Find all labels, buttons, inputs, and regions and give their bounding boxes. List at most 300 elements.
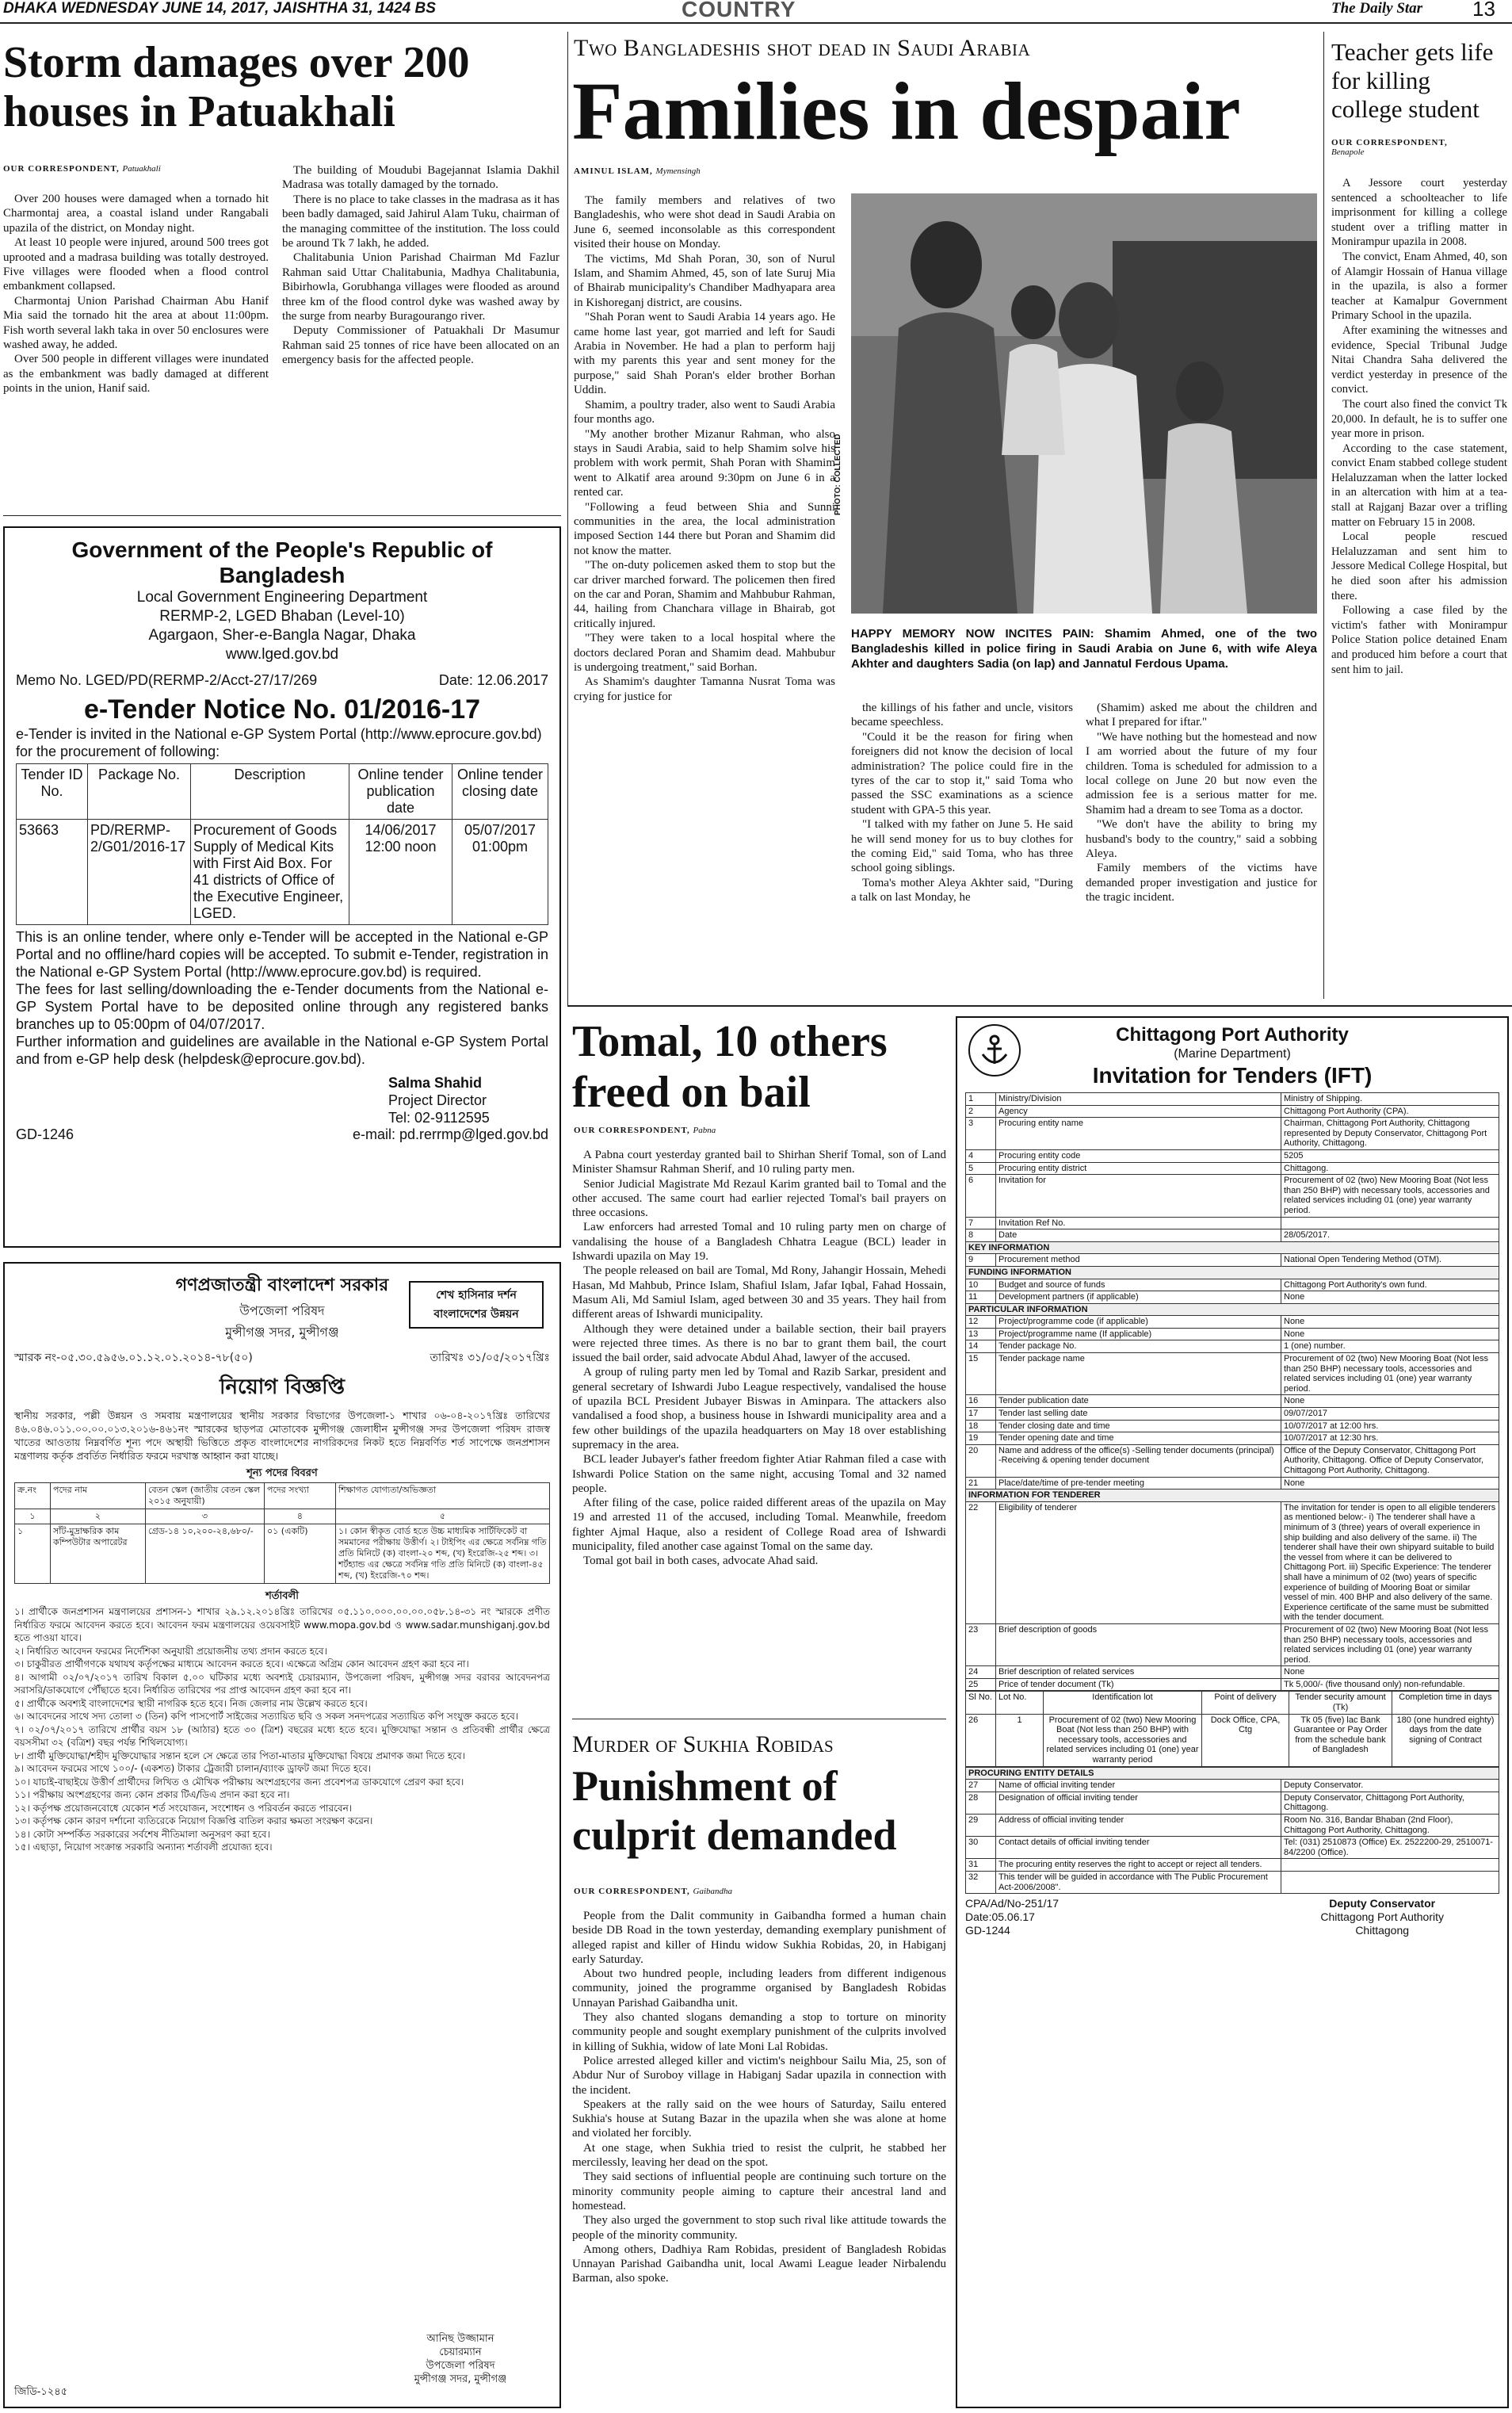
section-label: PARTICULAR INFORMATION [966, 1303, 1499, 1316]
table-cell: Tender opening date and time [996, 1432, 1281, 1445]
paragraph: As Shamim's daughter Tamanna Nusrat Toma was crying for justice for [574, 675, 835, 703]
table-cell: 22 [966, 1501, 996, 1623]
ift-table-details [965, 1767, 1499, 1895]
table-cell: Brief description of related services [996, 1666, 1281, 1679]
storm-col2 [282, 163, 559, 368]
table-header: Identification lot [1044, 1692, 1202, 1714]
condition-item: ৯। আবেদন ফরমের সাথে ১০০/- (একশত) টাকার ট্রেজারী চালান/ব্যাংক ড্রাফট জমা দিতে হবে। [14, 1763, 372, 1774]
paragraph: The convict, Enam Ahmed, 40, son of Alamgir Hossain of Hanua village in the upazila, is also a former teacher at Kamalpur Government Primary School in the upazila. [1331, 250, 1507, 323]
paragraph: Speakers at the rally said on the wee hours of Saturday, Sailu entered Sukhia's house at Sutang Bazar in the upazila when she was alone at home and violated her forcibly. [572, 2098, 946, 2140]
headline-tomal: Tomal, 10 others freed on bail [572, 1017, 888, 1117]
table-row [966, 1837, 1499, 1859]
table-header: Description [191, 764, 349, 820]
condition-item: ৬। আবেদনের সাথে সদ্য তোলা ৩ (তিন) কপি পাসপোর্ট সাইজের সত্যায়িত ছবি ও সকল সনদপত্রের সত্যায়িত কপি সংযুক্ত করতে হবে। [14, 1711, 519, 1722]
table-cell: Chairman, Chittagong Port Authority, Chittagong represented by Deputy Conservator, Chittagong Port Authority, Chittagong. [1281, 1118, 1499, 1150]
memo-number: স্মারক নং-০৫.৩০.৫৯৫৬.০১.১২.০১.২০১৪-৭৮(৫০) [14, 1352, 253, 1364]
table-cell: Tender closing date and time [996, 1420, 1281, 1432]
table-cell: 24 [966, 1666, 996, 1679]
condition-item: ৭। ০২/০৭/২০১৭ তারিখে প্রার্থীর বয়স ১৮ (আঠার) হতে ৩০ (ত্রিশ) বছরের মধ্যে হতে হবে। মুক্তিযোদ্ধা সন্তান ও প্রতিবন্ধী প্রার্থীর ক্ষেত্রে বয়সসীমা ৩২ (বত্রিশ) বছর পর্যন্ত শিথিলযোগ্য। [14, 1723, 550, 1748]
table-cell: Invitation Ref No. [996, 1217, 1281, 1229]
table-cell: ২ [51, 1509, 146, 1524]
headline-sukhia: Punishment of culprit demanded [572, 1762, 897, 1859]
table-row [15, 1509, 550, 1524]
table-cell [1281, 1217, 1499, 1229]
table-cell: Place/date/time of pre-tender meeting [996, 1477, 1281, 1489]
condition-item: ১৫। এছাড়া, নিয়োগ সংক্রান্ত সরকারি অন্যান্য শর্তাবলী প্রযোজ্য হবে। [14, 1841, 273, 1853]
paragraph: "Shah Poran went to Saudi Arabia 14 years ago. He came home last year, got married and left for Saudi Arabia in November. He had a plan to perform hajj with my parents this year and sent money for the purpose," said Shah Poran's elder brother Borhan Uddin. [574, 311, 835, 397]
slogan-line: বাংলাদেশের উন্নয়ন [433, 1308, 519, 1321]
table-cell: None [1281, 1316, 1499, 1329]
signer-name: Salma Shahid [388, 1075, 483, 1091]
table-cell: 29 [966, 1815, 996, 1837]
table-cell: 28 [966, 1792, 996, 1814]
paragraph: The victims, Md Shah Poran, 30, son of Nurul Islam, and Shamim Ahmed, 45, son of late Suruj Mia of Bhairab municipality's Chandiber Madhyapara area in Kishoreganj district, are cousins. [574, 252, 835, 309]
table-cell: 10/07/2017 at 12:30 hrs. [1281, 1432, 1499, 1445]
table-cell: ৫ [336, 1509, 550, 1524]
table-cell: Agency [996, 1105, 1281, 1118]
table-cell: 5 [966, 1162, 996, 1175]
table-row [966, 1444, 1499, 1477]
paragraph: "They were taken to a local hospital where the doctors declared Poran and Shamim dead. Mahbubur is undergoing treatment," said Borhan. [574, 632, 835, 674]
paragraph: Deputy Commissioner of Patuakhali Dr Masumur Rahman said 25 tonnes of rice have been allocated on an emergency basis for the affected people. [282, 324, 559, 367]
paragraph: A group of ruling party men led by Tomal and Razib Sarkar, president and general secretary of Ishwardi Jubo League respectively, vandalised the house of upazila BCL President Jubayer Biswas in Aminpara. The attackers also vandalised a food shop, a business house in Ishwardi municipality area and a few other buildings of the upazila headquarters on May 18 over establishing supremacy in the area. [572, 1366, 946, 1451]
paragraph: At one stage, when Sukhia tried to resist the culprit, he stabbed her mercilessly, leaving her dead on the spot. [572, 2141, 946, 2170]
ad-place: মুন্সীগঞ্জ সদর, মুন্সীগঞ্জ [225, 1325, 339, 1340]
table-cell: Deputy Conservator, Chittagong Port Authority, Chittagong. [1281, 1792, 1499, 1814]
table-cell: 20 [966, 1444, 996, 1477]
table-cell: Office of the Deputy Conservator, Chittagong Port Authority, Chittagong. Office of Deputy Conservator, Chittagong Port Authority, Chittagong. [1281, 1444, 1499, 1477]
table-header: Online tender closing date [452, 764, 548, 820]
table-row [966, 1229, 1499, 1242]
paragraph: Over 200 houses were damaged when a tornado hit Charmontaj area, a coastal island under Rangabali upazila of the district, on Monday night. [3, 193, 269, 235]
byline-teacher [1331, 138, 1506, 157]
signer-tel: Tel: 02-9112595 [388, 1110, 490, 1126]
condition-item: ৩। চাকুরীরত প্রার্থীগণকে যথাযথ কর্তৃপক্ষের মাধ্যমে আবেদন করতে হবে। এক্ষেত্রে অগ্রিম কোন আবেদন গ্রহণ করা হবে না। [14, 1658, 469, 1669]
memo-date: Date: 12.06.2017 [438, 672, 548, 688]
table-cell: The invitation for tender is open to all eligible tenderers as mentioned below:- i) The tenderer shall have a minimum of 3 (three) years of overall experience in ship building and also delivery of the same. ii) The tenderer shall have their own shipyard suitable to build the vessel from where it can be delivered to Chittagong Port. iii) Specific Experience: The tenderer shall have a minimum of 02 (two) years of specific experience of building of Mooring Boat or similar vessel of min. 400 BHP and also delivery of the same. Experience certificate of the same must be submitted with the tender document. [1281, 1501, 1499, 1623]
paragraph: "We don't have the ability to bring my husband's body to the country," said a sobbing Aleya. [1086, 818, 1317, 861]
table-cell: None [1281, 1328, 1499, 1340]
table-cell: 10 [966, 1279, 996, 1291]
table-row [966, 1291, 1499, 1304]
paragraph: Local people rescued Helaluzzaman and sent him to Jessore Medical College Hospital, but he died soon after his admission there. [1331, 530, 1507, 602]
table-cell: This tender will be guided in accordance with The Public Procurement Act-2006/2008". [996, 1871, 1281, 1893]
table-cell: Procuring entity district [996, 1162, 1281, 1175]
table-cell: 14 [966, 1340, 996, 1353]
table-cell: Price of tender document (Tk) [996, 1678, 1281, 1691]
paragraph: Charmontaj Union Parishad Chairman Abu Hanif Mia said the tornado hit the area at about 11:00pm. Fish worth several lakh taka in over 50 enclosures were washed away, he added. [3, 294, 269, 352]
table-header: ক্র.নং [15, 1483, 51, 1509]
table-row [966, 1093, 1499, 1106]
table-cell: ১ [15, 1524, 51, 1584]
table-cell: Procurement of 02 (two) New Mooring Boat (Not less than 250 BHP) with necessary tools, accessories and related services including 01 (one) year warranty period. [1281, 1175, 1499, 1217]
paragraph: Senior Judicial Magistrate Md Rezaul Karim granted bail to Tomal and the other accused. The same court had earlier rejected Tomal's bail prayers on three occasions. [572, 1177, 946, 1220]
recruitment-title: নিয়োগ বিজ্ঞপ্তি [220, 1375, 345, 1399]
memo-number: Memo No. LGED/PD(RERMP-2/Acct-27/17/269 [16, 672, 318, 688]
paragraph: (Shamim) asked me about the children and what I prepared for iftar." [1086, 702, 1317, 729]
cpa-ref-block [965, 1897, 1059, 1937]
byline-teacher-name: OUR CORRESPONDENT, [1331, 138, 1448, 147]
table-cell: Ministry of Shipping. [1281, 1093, 1499, 1106]
byline-tomal-location: Pabna [693, 1126, 716, 1135]
table-row [966, 1792, 1499, 1814]
memo-date: তারিখঃ ৩১/০৫/২০১৭খ্রিঃ [430, 1352, 550, 1364]
table-cell: Chittagong Port Authority's own fund. [1281, 1279, 1499, 1291]
table-cell: Name and address of the office(s) -Selling tender documents (principal) -Receiving & opening tender document [996, 1444, 1281, 1477]
paragraph: They also urged the government to stop such rival like attitude towards the people of the minority community. [572, 2214, 946, 2242]
paragraph: Law enforcers had arrested Tomal and 10 ruling party men on charge of vandalising the house of a Bangladesh Chhatra League (BCL) leader in Ishwardi upazila on May 19. [572, 1221, 946, 1264]
ad-address: RERMP-2, LGED Bhaban (Level-10) [159, 608, 405, 625]
table-cell: 7 [966, 1217, 996, 1229]
byline-saudi-location: Mymensingh [655, 166, 701, 176]
table-row [966, 1105, 1499, 1118]
paragraph: About two hundred people, including leaders from different indigenous community, joined the programme organised by Bangladesh Robidas Unnayan Parishad Gaibandha unit. [572, 1967, 946, 2010]
tender-notice-title: e-Tender Notice No. 01/2016-17 [83, 694, 481, 725]
condition-item: ৫। প্রার্থীকে অবশ্যই বাংলাদেশের স্থায়ী নাগরিক হতে হবে। নিজ জেলার নাম উল্লেখ করতে হবে। [14, 1697, 368, 1709]
table-header: Lot No. [996, 1692, 1044, 1714]
byline-sukhia [574, 1887, 732, 1896]
divider [567, 1005, 1512, 1007]
table-cell [1281, 1859, 1499, 1872]
table-cell: 23 [966, 1623, 996, 1665]
table-cell: National Open Tendering Method (OTM). [1281, 1254, 1499, 1267]
paragraph: Over 500 people in different villages were inundated as the embankment was badly damaged at different points in the union, Hanif said. [3, 353, 269, 396]
table-cell: Budget and source of funds [996, 1279, 1281, 1291]
table-cell: None [1281, 1291, 1499, 1304]
section-label: INFORMATION FOR TENDERER [966, 1489, 1499, 1502]
paragraph: Shamim, a poultry trader, also went to Saudi Arabia four months ago. [574, 398, 835, 426]
table-header: পদের সংখ্যা [265, 1483, 336, 1509]
paragraph: The people released on bail are Tomal, Md Rony, Jahangir Hossain, Mehedi Hasan, Md Mahbub, Prince Islam, Shafiul Islam, Jafar Iqbal, Fahad Hossain, Masum Ali, Md Samiul Islam, aged between 30 and 35 years. They hail from different areas of Ishwardi municipality. [572, 1264, 946, 1321]
section-label: COUNTRY [682, 0, 796, 21]
table-cell: Procuring entity code [996, 1149, 1281, 1162]
table-cell: Invitation for [996, 1175, 1281, 1217]
ad-dept: Local Government Engineering Department [136, 589, 428, 606]
condition-item: ১৩। কর্তৃপক্ষ কোন কারণ দর্শানো ব্যতিরেকে নিয়োগ বিজ্ঞপ্তি বাতিল করার ক্ষমতা সংরক্ষণ করেন। [14, 1815, 373, 1826]
table-cell: Tender package No. [996, 1340, 1281, 1353]
table-cell: 18 [966, 1420, 996, 1432]
gd-number: জিডি-১২৪৫ [14, 2386, 68, 2398]
byline-storm-name: OUR CORRESPONDENT, [3, 164, 120, 174]
signer-title: Deputy Conservator [1329, 1897, 1436, 1910]
tender-note: Further information and guidelines are available in the National e-GP System Portal and from e-GP help desk (helpdesk@eprocure.gov.bd). [16, 1034, 548, 1067]
table-row [966, 1815, 1499, 1837]
paragraph: the killings of his father and uncle, visitors became speechless. [851, 702, 1073, 729]
paragraph: "We have nothing but the homestead and now I am worried about the future of my four children. Toma is scheduled for admission to a local college on June 20 but now even the admission fee is a serious matter for me. Shamim had a dream to see Toma as a doctor. [1086, 730, 1317, 816]
table-row [17, 820, 548, 925]
table-cell: 25 [966, 1678, 996, 1691]
table-row [966, 1623, 1499, 1665]
condition-item: ১২। কর্তৃপক্ষ প্রয়োজনবোধে যেকোন শর্ত সংযোজন, সংশোধন ও পরিবর্তন করতে পারবেন। [14, 1802, 353, 1814]
signer-place: Chittagong [1355, 1924, 1410, 1937]
table-cell: 10/07/2017 at 12:00 hrs. [1281, 1420, 1499, 1432]
table-row [966, 1871, 1499, 1893]
table-cell: Tender publication date [996, 1395, 1281, 1408]
table-row [966, 1714, 1499, 1766]
paper-logo: The Daily Star [1331, 0, 1423, 17]
signature-block [388, 1074, 548, 1126]
condition-item: ২। নির্ধারিত আবেদন ফরমের নির্দেশিকা অনুযায়ী প্রয়োজনীয় তথ্য প্রদান করতে হবে। [14, 1645, 327, 1657]
table-cell: ১। কোন স্বীকৃত বোর্ড হতে উচ্চ মাধ্যমিক সার্টিফিকেট বা সমমানের পরীক্ষায় উত্তীর্ণ। ২। টাইপিং এর ক্ষেত্রে সর্বনিম্ন গতি প্রতি মিনিটে (ক) বাংলা-২০ শব্দ, (খ) ইংরেজি-২৫ শব্দ। ৩। শর্টহ্যান্ড এর ক্ষেত্রে সর্বনিম্ন গতি প্রতি মিনিটে (ক) বাংলা-৪৫ শব্দ, (খ) ইংরেজি-৭০ শব্দ। [336, 1524, 550, 1584]
byline-tomal-name: OUR CORRESPONDENT, [574, 1126, 690, 1135]
paragraph: The building of Moudubi Bagejannat Islamia Dakhil Madrasa was totally damaged by the tornado. [282, 164, 559, 192]
paragraph: At least 10 people were injured, around 500 trees got uprooted and a madrasa building was totally destroyed. Five villages were flooded when a flood control embankment collapsed. [3, 236, 269, 293]
paragraph: There is no place to take classes in the madrasa as it has been badly damaged, said Jahirul Alam Tuku, chairman of the managing committee of the institution. The loss could be around Tk 7 lakh, he added. [282, 193, 559, 250]
masthead-rule [0, 22, 1512, 24]
table-header: Sl No. [966, 1692, 996, 1714]
signer-place: মুন্সীগঞ্জ সদর, মুন্সীগঞ্জ [414, 2373, 507, 2385]
conditions-title: শর্তাবলী [265, 1590, 299, 1602]
table-cell: 2 [966, 1105, 996, 1118]
table-cell: Project/programme code (if applicable) [996, 1316, 1281, 1329]
vacancy-table [14, 1482, 550, 1584]
table-row [966, 1395, 1499, 1408]
table-cell: Deputy Conservator. [1281, 1780, 1499, 1792]
section-label: KEY INFORMATION [966, 1241, 1499, 1254]
table-cell: Tk 05 (five) lac Bank Guarantee or Pay Order from the schedule bank of Bangladesh [1289, 1714, 1392, 1766]
table-cell: 1 [996, 1714, 1044, 1766]
cpa-date: Date:05.06.17 [965, 1910, 1035, 1924]
table-cell: Procurement of 02 (two) New Mooring Boat (Not less than 250 BHP) with necessary tools, accessories and related services including 01 (one) year warranty period [1044, 1714, 1202, 1766]
paragraph: Police arrested alleged killer and victim's neighbour Sailu Mia, 25, son of Abdur Nur of Suroboy village in Habiganj Sadar upazila in connection with the incident. [572, 2054, 946, 2097]
slogan-box [409, 1281, 544, 1329]
signer-title: চেয়ারম্যান [439, 2346, 482, 2358]
table-cell: Tender package name [996, 1353, 1281, 1395]
table-header: Package No. [88, 764, 191, 820]
table-cell: গ্রেড-১৪ ১০,২০০-২৪,৬৮০/- [146, 1524, 265, 1584]
table-cell: 11 [966, 1291, 996, 1304]
storm-col1 [3, 192, 269, 396]
saudi-col1 [574, 193, 835, 704]
table-cell: 14/06/2017 12:00 noon [349, 820, 452, 925]
ad-gov-title: গণপ্রজাতন্ত্রী বাংলাদেশ সরকার [175, 1275, 389, 1295]
lged-tender-ad [3, 526, 561, 1248]
divider [3, 515, 561, 516]
table-cell: 09/07/2017 [1281, 1408, 1499, 1421]
anchor-icon [976, 1032, 1013, 1069]
table-section-row [966, 1266, 1499, 1279]
table-cell: Chittagong. [1281, 1162, 1499, 1175]
paragraph: A Jessore court yesterday sentenced a schoolteacher to life imprisonment for killing a college student over a trifling matter in Monirampur upazila in 2008. [1331, 177, 1507, 249]
table-cell: Procuring entity name [996, 1118, 1281, 1150]
table-cell: Project/programme name (If applicable) [996, 1328, 1281, 1340]
lot-table [965, 1691, 1499, 1766]
table-row [966, 1328, 1499, 1340]
byline-storm [3, 164, 161, 174]
paragraph: BCL leader Jubayer's father freedom fighter Atiar Rahman filed a case with Ishwardi Police Station on the same night, accusing Tomal and 32 named people. [572, 1453, 946, 1495]
table-cell: Ministry/Division [996, 1093, 1281, 1106]
table-row [15, 1524, 550, 1584]
paragraph: "My another brother Mizanur Rahman, who also stays in Saudi Arabia, said to help Shamim solve his problem with work permit, Shah Poran with Shamim went to Alkatif area around 9:30pm on June 6 in a rented car. [574, 427, 835, 499]
table-section-row [966, 1489, 1499, 1502]
table-cell: Dock Office, CPA, Ctg [1202, 1714, 1289, 1766]
paragraph: They also chanted slogans demanding a stop to torture on minority community people and sought exemplary punishment of the culprits involved in killing of Sukhia, widow of late Moni Lal Robidas. [572, 2011, 946, 2053]
section-label: FUNDING INFORMATION [966, 1266, 1499, 1279]
slogan-line: শেখ হাসিনার দর্শন [436, 1289, 517, 1302]
table-row [966, 1149, 1499, 1162]
table-cell: None [1281, 1395, 1499, 1408]
memo-line [14, 1348, 550, 1367]
table-row [966, 1780, 1499, 1792]
table-cell: 12 [966, 1316, 996, 1329]
table-cell: 53663 [17, 820, 88, 925]
table-row [966, 1279, 1499, 1291]
gd-number: GD-1246 [16, 1126, 74, 1142]
table-cell: 9 [966, 1254, 996, 1267]
ad-gov-title: Government of the People's Republic of Bangladesh [71, 537, 493, 587]
table-cell: Procurement method [996, 1254, 1281, 1267]
headline-teacher: Teacher gets life for killing college student [1331, 38, 1494, 123]
paragraph: "Could it be the reason for firing when foreigners did not know the decision of local administration? The police could fire in the tyres of the car to stop it," said Toma who passed the SSC examinations as a science student with GPA-5 this year. [851, 730, 1073, 816]
table-cell: 17 [966, 1408, 996, 1421]
table-row [966, 1353, 1499, 1395]
bangla-recruitment-ad [3, 1262, 561, 2408]
table-row [966, 1162, 1499, 1175]
ad-office: উপজেলা পরিষদ [239, 1303, 325, 1318]
byline-saudi-name: AMINUL ISLAM, [574, 166, 653, 176]
paragraph: The family members and relatives of two Bangladeshis, who were shot dead in Saudi Arabia on June 6, seemed inconsolable as this correspondent visited their house on Monday. [574, 194, 835, 251]
kicker-sukhia: Murder of Sukhia Robidas [572, 1731, 834, 1757]
table-row [966, 1666, 1499, 1679]
tender-table [16, 763, 548, 925]
table-cell: ০১ (একটি) [265, 1524, 336, 1584]
cpa-subtitle: (Marine Department) [1174, 1047, 1291, 1061]
table-cell: 4 [966, 1149, 996, 1162]
table-cell: 28/05/2017. [1281, 1229, 1499, 1242]
headline-saudi: Families in despair [572, 66, 1241, 157]
table-cell: 19 [966, 1432, 996, 1445]
table-cell: Development partners (if applicable) [996, 1291, 1281, 1304]
paragraph: According to the case statement, convict Enam stabbed college student Helaluzzaman when the latter locked in an altercation with him at a tea-stall at Rajganj Bazar over a trifling matter on February 15 in 2008. [1331, 442, 1507, 529]
ift-title: Invitation for Tenders (IFT) [1092, 1063, 1373, 1088]
table-cell: Procurement of Goods Supply of Medical Kits with First Aid Box. For 41 districts of Office of the Executive Engineer, LGED. [191, 820, 349, 925]
photo-credit: PHOTO: COLLECTED [834, 434, 842, 515]
page-number: 13 [1472, 0, 1495, 21]
paragraph: A Pabna court yesterday granted bail to Shirhan Sherif Tomal, son of Land Minister Shamsur Rahman Sherif, and 10 ruling party men. [572, 1149, 946, 1176]
gd-number: GD-1244 [965, 1924, 1010, 1937]
vacancy-title: শূন্য পদের বিবরণ [246, 1467, 318, 1479]
column-rule [567, 32, 568, 1007]
paragraph: Following a case filed by the victim's father with Monirampur Police Station police detained Enam and produced him before a court that sent him to jail. [1331, 604, 1507, 676]
table-header: Completion time in days [1392, 1692, 1499, 1714]
paragraph: The court also fined the convict Tk 20,000. In default, he is to suffer one year more in prison. [1331, 397, 1507, 441]
table-section-row [966, 1303, 1499, 1316]
table-cell: 8 [966, 1229, 996, 1242]
table-cell: Room No. 316, Bandar Bhaban (2nd Floor), Chittagong Port Authority, Chittagong. [1281, 1815, 1499, 1837]
table-cell: None [1281, 1666, 1499, 1679]
table-cell: 13 [966, 1328, 996, 1340]
table-header-row [15, 1483, 550, 1509]
table-cell: Eligibility of tenderer [996, 1501, 1281, 1623]
headline-storm: Storm damages over 200 houses in Patuakhali [3, 38, 470, 136]
table-row [966, 1859, 1499, 1872]
signature-block [377, 2332, 544, 2386]
photo-caption: HAPPY MEMORY NOW INCITES PAIN: Shamim Ahmed, one of the two Bangladeshis killed in police firing in Saudi Arabia on June 6, with wife Aleya Akhter and daughters Sadia (on lap) and Jannatul Ferdous Upama. [851, 627, 1317, 671]
table-cell: 31 [966, 1859, 996, 1872]
table-cell: Tk 5,000/- (five thousand only) non-refundable. [1281, 1678, 1499, 1691]
table-row [966, 1175, 1499, 1217]
table-cell: The procuring entity reserves the right to accept or reject all tenders. [996, 1859, 1281, 1872]
condition-item: ১। প্রার্থীকে জনপ্রশাসন মন্ত্রণালয়ের প্রশাসন-১ শাখার ২৯.১২.২০১৪খ্রিঃ তারিখের ০৫.১১০.০০০.০০.০০.০৫৮.১৪-৩১ নং স্মারকে প্রণীত নির্ধারিত ফরমে আবেদন করতে হবে। আবেদন ফরম মন্ত্রণালয়ের ওয়েবসাইট www.mopa.gov.bd ও www.sadar.munshiganj.gov.bd হতে পাওয়া যাবে। [14, 1606, 550, 1643]
byline-sukhia-name: OUR CORRESPONDENT, [574, 1887, 690, 1896]
table-cell: Tender last selling date [996, 1408, 1281, 1421]
condition-item: ১১। পরীক্ষায় অংশগ্রহণের জন্য কোন প্রকার টিএ/ডিএ প্রদান করা হবে না। [14, 1789, 290, 1800]
cpa-tender-ad [956, 1016, 1509, 2408]
byline-teacher-location: Benapole [1331, 147, 1365, 157]
condition-item: ৮। প্রার্থী মুক্তিযোদ্ধা/শহীদ মুক্তিযোদ্ধার সন্তান হলে সে ক্ষেত্রে তার পিতা-মাতার মুক্তিযোদ্ধা বিষয়ে প্রমাণক জমা দিতে হবে। [14, 1750, 466, 1761]
table-cell: 21 [966, 1477, 996, 1489]
signature-block [1320, 1897, 1444, 1937]
paragraph: Tomal got bail in both cases, advocate Ahad said. [583, 1554, 819, 1568]
table-header: বেতন স্কেল (জাতীয় বেতন স্কেল ২০১৫ অনুযায়ী) [146, 1483, 265, 1509]
table-cell: 3 [966, 1118, 996, 1150]
ad-address: Agargaon, Sher-e-Bangla Nagar, Dhaka [148, 627, 416, 644]
signer-email: e-mail: pd.rerrmp@lged.gov.bd [352, 1126, 548, 1142]
table-cell: ৩ [146, 1509, 265, 1524]
table-row [966, 1118, 1499, 1150]
section-label: PROCURING ENTITY DETAILS [966, 1767, 1499, 1780]
table-row [966, 1420, 1499, 1432]
family-photo [851, 193, 1317, 614]
cpa-title: Chittagong Port Authority [1116, 1024, 1349, 1046]
table-header: Tender security amount (Tk) [1289, 1692, 1392, 1714]
table-cell: 15 [966, 1353, 996, 1395]
memo-line [16, 672, 548, 689]
masthead-dateline: DHAKA WEDNESDAY JUNE 14, 2017, JAISHTHA 31, 1424 BS [3, 0, 436, 17]
table-cell: 1 [966, 1093, 996, 1106]
byline-tomal [574, 1126, 716, 1135]
signer-name: আনিছ উজ্জামান [426, 2333, 494, 2345]
signer-org: Chittagong Port Authority [1320, 1910, 1444, 1924]
condition-item: ৪। আগামী ০২/০৭/২০১৭ তারিখ বিকাল ৫.০০ ঘটিকার মধ্যে অবশ্যই চেয়ারম্যান, উপজেলা পরিষদ, মুন্সীগঞ্জ সদর বরাবর আবেদনপত্র সরাসরি/ডাকযোগে পৌঁছাতে হবে। নির্ধারিত তারিখের পর প্রাপ্ত আবেদন গ্রহণ করা হবে না। [14, 1671, 550, 1696]
table-header-row [966, 1692, 1499, 1714]
table-cell: Brief description of goods [996, 1623, 1281, 1665]
table-cell [1281, 1871, 1499, 1893]
table-cell: 32 [966, 1871, 996, 1893]
paragraph: Family members of the victims have demanded proper investigation and justice for the tragic incident. [1086, 862, 1317, 904]
sukhia-body [572, 1909, 946, 2286]
kicker-saudi: Two Bangladeshis shot dead in Saudi Arabia [574, 35, 1031, 61]
column-rule [1323, 32, 1324, 999]
table-row [966, 1254, 1499, 1267]
table-cell: None [1281, 1477, 1499, 1489]
table-cell: Procurement of 02 (two) New Mooring Boat (Not less than 250 BHP) necessary tools, accessories and related services including 01 (one) year warranty period. [1281, 1353, 1499, 1395]
table-header: Point of delivery [1202, 1692, 1289, 1714]
table-row [966, 1340, 1499, 1353]
cpa-footer [965, 1897, 1499, 1937]
table-cell: 16 [966, 1395, 996, 1408]
paragraph: After filing of the case, police raided different areas of the upazila on May 19 and arrested 11 of the accused, including Tomal. Meanwhile, freedom fighter Ajmal Haque, also a resident of College Road area of Ishwardi municipality, filed another case against Tomal on the same day. [572, 1497, 946, 1554]
condition-item: ১৪। কোটা সম্পর্কিত সরকারের সর্বশেষ নীতিমালা অনুসরণ করা হবে। [14, 1828, 270, 1840]
ad-footer [16, 1126, 548, 1143]
table-cell: Contact details of official inviting tender [996, 1837, 1281, 1859]
paragraph: Toma's mother Aleya Akhter said, "During a talk on last Monday, he [851, 876, 1073, 904]
recruitment-intro: স্থানীয় সরকার, পল্লী উন্নয়ন ও সমবায় মন্ত্রণালয়ের স্থানীয় সরকার বিভাগের উপজেলা-১ শাখার ০৬-০৪-২০১৭খ্রিঃ তারিখের ৪৬.০৪৬.০১১.০০.০০.০১৩.২০১৬-৪৬১নং স্মারকের ছাড়পত্র মোতাবেক মুন্সীগঞ্জ জেলাধীন মুন্সীগঞ্জ সদর উপজেলা পরিষদ রাজস্ব খাতের আওতায় নিম্নবর্ণিত শূন্য পদে অস্থায়ী ভিত্তিতে প্রকৃত বাংলাদেশের নাগরিকদের নিকট হতে নিম্নবর্ণিত শর্ত সাপেক্ষে জনপ্রশাসন মন্ত্রণালয় কর্তৃক প্রবর্তিত নির্ধারিত ফরমে দরখাস্ত আহ্বান করা যাচ্ছে। [14, 1409, 550, 1462]
table-row [966, 1217, 1499, 1229]
ift-table [965, 1092, 1499, 1691]
paragraph: They said sections of influential people are continuing such torture on the minority community people aiming to capture their ancestral land and homestead. [572, 2170, 946, 2212]
table-header: Tender ID No. [17, 764, 88, 820]
table-row [966, 1501, 1499, 1623]
paragraph: After examining the witnesses and evidence, Special Tribunal Judge Nitai Chandra Saha delivered the verdict yesterday in presence of the convict. [1331, 323, 1507, 396]
paragraph: "Following a feud between Shia and Sunni communities in the area, the local administration imposed Section 144 there but Poran and Shamim did not know the matter. [574, 500, 835, 557]
table-cell: ১ [15, 1509, 51, 1524]
table-cell: 180 (one hundred eighty) days from the date signing of Contract [1392, 1714, 1499, 1766]
signer-office: উপজেলা পরিষদ [426, 2360, 495, 2372]
table-cell: 6 [966, 1175, 996, 1217]
tender-intro: e-Tender is invited in the National e-GP System Portal (http://www.eprocure.gov.bd) for the procurement of following: [16, 726, 542, 759]
table-cell: 27 [966, 1780, 996, 1792]
